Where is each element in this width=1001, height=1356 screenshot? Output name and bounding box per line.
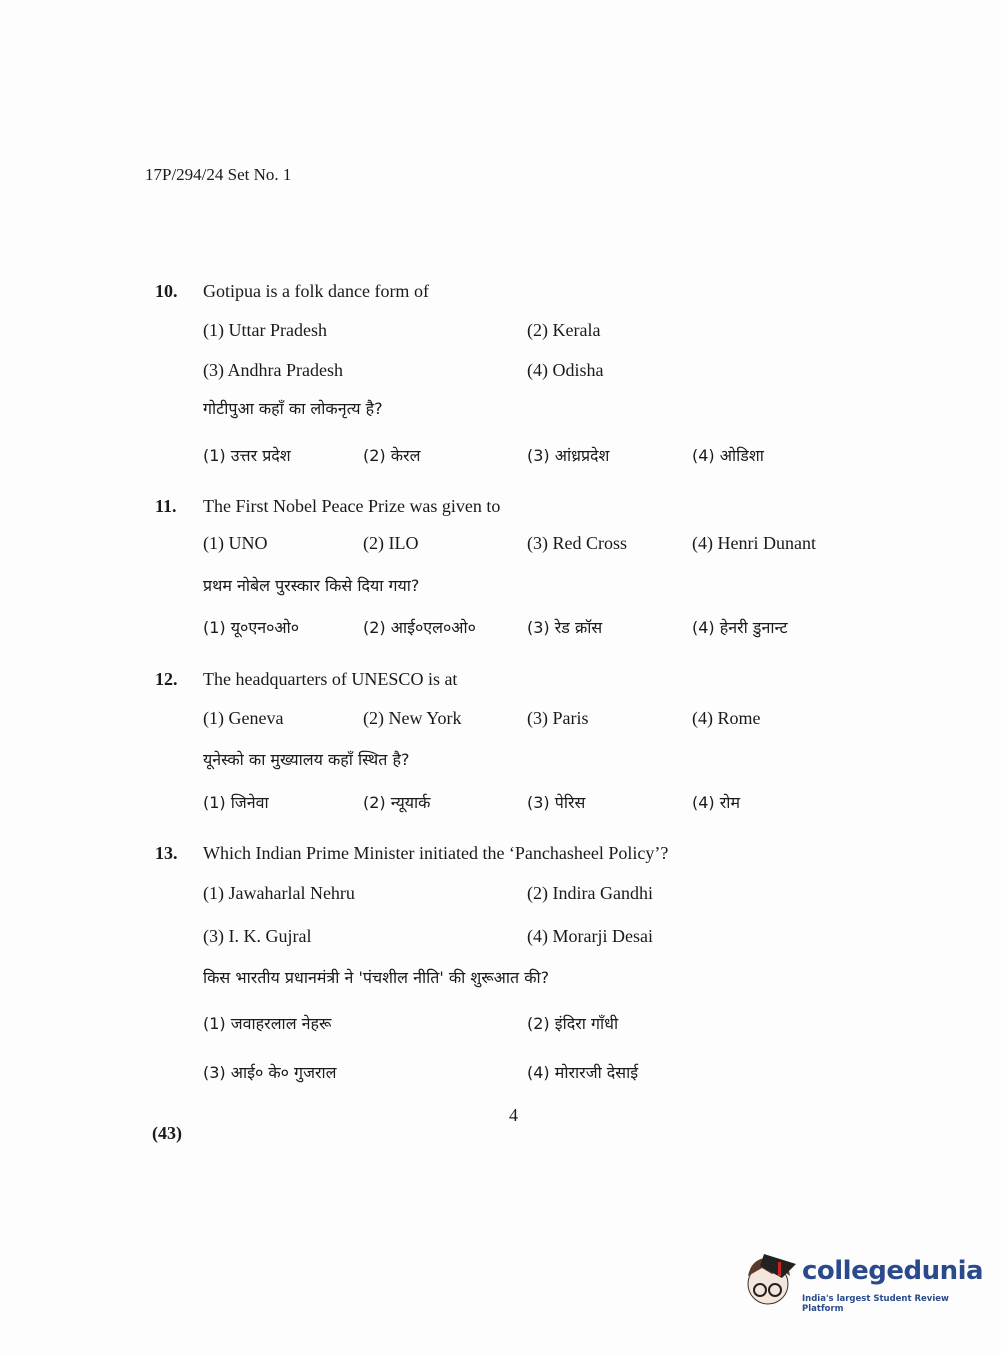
option-hi: (4) मोरारजी देसाई bbox=[527, 1063, 639, 1082]
option-hi: (3) आंध्रप्रदेश bbox=[527, 446, 610, 465]
question-text-hi: गोटीपुआ कहाँ का लोकनृत्य है? bbox=[203, 399, 383, 418]
option-hi: (1) उत्तर प्रदेश bbox=[203, 446, 291, 465]
option-en: (4) Odisha bbox=[527, 360, 604, 380]
option-en: (3) I. K. Gujral bbox=[203, 926, 312, 946]
option-hi: (2) इंदिरा गाँधी bbox=[527, 1014, 619, 1033]
option-hi: (2) आई०एल०ओ० bbox=[363, 618, 476, 637]
footer-code: (43) bbox=[152, 1123, 182, 1143]
option-hi: (4) हेनरी डुनान्ट bbox=[692, 618, 788, 637]
question-text-en: The First Nobel Peace Prize was given to bbox=[203, 496, 501, 516]
option-hi: (1) जवाहरलाल नेहरू bbox=[203, 1014, 332, 1033]
option-hi: (1) जिनेवा bbox=[203, 793, 269, 812]
question-text-hi: किस भारतीय प्रधानमंत्री ने 'पंचशील नीति' की शुरूआत की? bbox=[203, 968, 550, 987]
mascot-icon bbox=[742, 1250, 800, 1312]
option-hi: (4) ओडिशा bbox=[692, 446, 764, 465]
question-text-hi: प्रथम नोबेल पुरस्कार किसे दिया गया? bbox=[203, 576, 420, 595]
question-number: 10. bbox=[155, 281, 178, 301]
option-en: (2) ILO bbox=[363, 533, 419, 553]
question-number: 12. bbox=[155, 669, 178, 689]
option-en: (1) Uttar Pradesh bbox=[203, 320, 327, 340]
question-text-en: Gotipua is a folk dance form of bbox=[203, 281, 429, 301]
option-en: (4) Henri Dunant bbox=[692, 533, 816, 553]
option-en: (3) Red Cross bbox=[527, 533, 627, 553]
question-text-en: The headquarters of UNESCO is at bbox=[203, 669, 458, 689]
option-en: (4) Morarji Desai bbox=[527, 926, 653, 946]
option-en: (1) Jawaharlal Nehru bbox=[203, 883, 355, 903]
question-number: 13. bbox=[155, 843, 178, 863]
option-en: (2) New York bbox=[363, 708, 462, 728]
option-hi: (3) पेरिस bbox=[527, 793, 586, 812]
option-hi: (2) केरल bbox=[363, 446, 421, 465]
logo-brand: collegedunia bbox=[802, 1256, 984, 1286]
question-text-hi: यूनेस्को का मुख्यालय कहाँ स्थित है? bbox=[203, 750, 410, 769]
option-hi: (2) न्यूयार्क bbox=[363, 793, 431, 812]
paper-code-header: 17P/294/24 Set No. 1 bbox=[145, 165, 292, 184]
option-en: (3) Andhra Pradesh bbox=[203, 360, 343, 380]
question-number: 11. bbox=[155, 496, 177, 516]
option-en: (1) UNO bbox=[203, 533, 268, 553]
option-en: (3) Paris bbox=[527, 708, 589, 728]
option-en: (2) Kerala bbox=[527, 320, 601, 340]
logo-tagline: India's largest Student Review Platform bbox=[802, 1294, 949, 1314]
option-hi: (3) रेड क्रॉस bbox=[527, 618, 603, 637]
option-en: (1) Geneva bbox=[203, 708, 284, 728]
page-number: 4 bbox=[509, 1105, 518, 1125]
option-en: (2) Indira Gandhi bbox=[527, 883, 653, 903]
question-text-en: Which Indian Prime Minister initiated the ‘Panchasheel Policy’? bbox=[203, 843, 669, 863]
option-hi: (1) यू०एन०ओ० bbox=[203, 618, 300, 637]
option-hi: (3) आई० के० गुजराल bbox=[203, 1063, 337, 1082]
collegedunia-logo bbox=[742, 1250, 984, 1314]
option-en: (4) Rome bbox=[692, 708, 761, 728]
option-hi: (4) रोम bbox=[692, 793, 741, 812]
